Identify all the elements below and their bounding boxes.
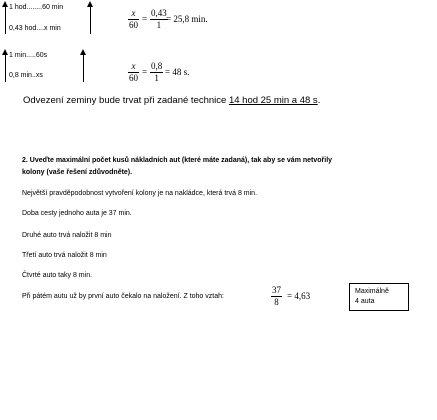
fraction-x-over-60: x 60 xyxy=(129,8,138,30)
conversion-bottom-label: 0,8 min..xs xyxy=(9,72,43,79)
fraction-043-over-1: 0,43 1 xyxy=(151,8,167,30)
result-seconds: = 48 s. xyxy=(165,67,190,77)
summary-end: . xyxy=(317,95,321,106)
task2-heading-line1: 2. Uveďte maximální počet kusů nákladních aut (které máte zadaná), tak aby se vám netvořily xyxy=(22,157,333,164)
task2-paragraph-3: Druhé auto trvá naložit 8 min xyxy=(22,232,112,239)
answer-box xyxy=(349,283,409,311)
task2-paragraph-5: Čtvrté auto taky 8 min. xyxy=(22,272,93,279)
fraction-37-over-8: 37 8 xyxy=(272,285,281,307)
conversion-bottom-label: 0,43 hod....x min xyxy=(9,25,61,32)
answer-line1: Maximálně xyxy=(355,288,389,295)
conversion-top-label: 1 min.....60s xyxy=(9,52,48,59)
up-arrow-icon xyxy=(2,5,9,34)
task2-result: = 4,63 xyxy=(287,291,311,301)
summary-emphasis: 14 hod 25 min a 48 s xyxy=(228,95,318,106)
task2-paragraph-6: Při pátém autu už by první auto čekalo na naložení. Z toho vztah: xyxy=(22,293,224,300)
up-arrow-icon xyxy=(80,53,87,82)
summary-sentence xyxy=(23,95,320,106)
task2-paragraph-4: Třetí auto trvá naložit 8 min xyxy=(22,252,107,259)
task2-heading-line2: kolony (vaše řešení zdůvodněte). xyxy=(22,169,133,176)
equals-sign: = xyxy=(142,14,148,24)
task2-paragraph-1: Největší pravděpodobnost vytvoření kolony je na nakládce, která trvá 8 min. xyxy=(22,190,258,197)
conversion-top-label: 1 hod........60 min xyxy=(9,4,64,11)
up-arrow-icon xyxy=(87,5,94,34)
answer-line2: 4 auta xyxy=(355,298,375,305)
fraction-08-over-1: 0,8 1 xyxy=(151,61,163,83)
fraction-x-over-60: x 60 xyxy=(129,61,138,83)
equals-sign: = xyxy=(142,67,148,77)
result-minutes: = 25,8 min. xyxy=(166,14,208,24)
summary-text: Odvezení zeminy bude trvat při zadané technice xyxy=(23,95,229,106)
task2-paragraph-2: Doba cesty jednoho auta je 37 min. xyxy=(22,210,132,217)
up-arrow-icon xyxy=(2,53,9,82)
